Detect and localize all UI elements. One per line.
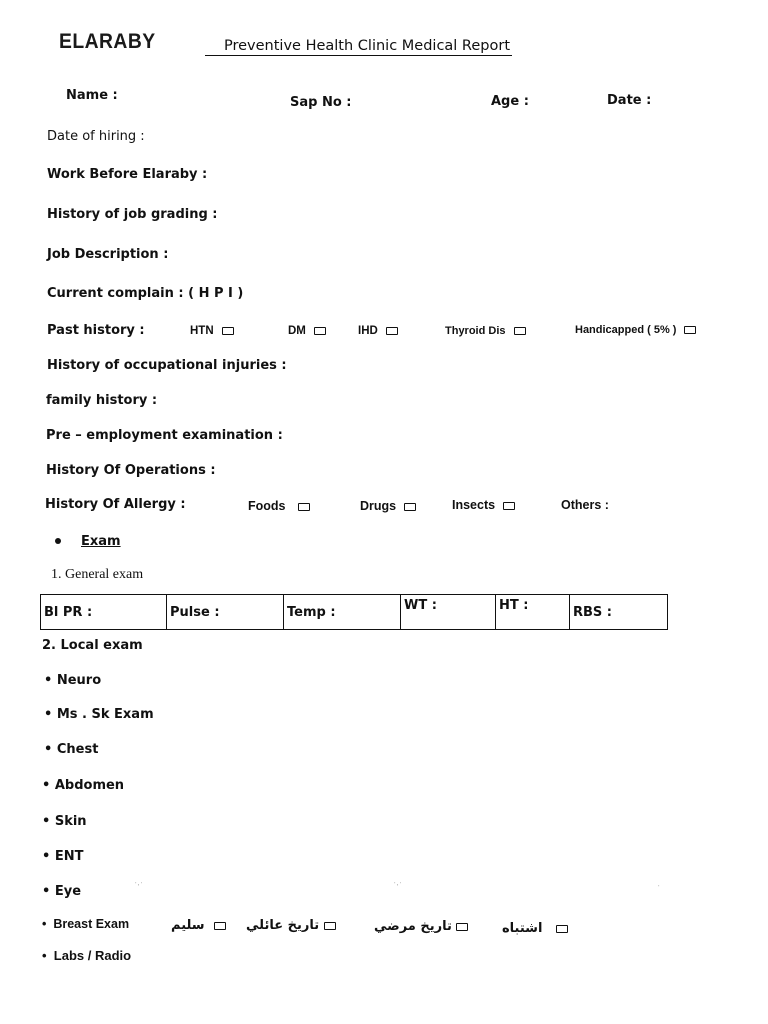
family-history-checkbox[interactable] xyxy=(324,922,336,930)
vitals-temp-cell[interactable]: Temp : xyxy=(284,595,401,630)
local-item-chest: • Chest xyxy=(44,742,99,757)
scan-speck: ˙ˑ˙ xyxy=(134,882,144,890)
ihd-checkbox[interactable] xyxy=(386,327,398,335)
exam-heading: Exam xyxy=(81,534,121,549)
local-item-msk: • Ms . Sk Exam xyxy=(44,707,154,722)
job-grading-label: History of job grading : xyxy=(47,207,218,222)
vitals-table xyxy=(40,594,668,630)
suspicion-checkbox[interactable] xyxy=(556,925,568,933)
local-item-neuro: • Neuro xyxy=(44,673,102,688)
htn-checkbox[interactable] xyxy=(222,327,234,335)
thyroid-option[interactable]: Thyroid Dis xyxy=(445,325,526,337)
ihd-option[interactable]: IHD xyxy=(358,325,398,337)
drugs-option[interactable]: Drugs xyxy=(360,499,416,513)
occupational-injuries-label: History of occupational injuries : xyxy=(47,358,287,373)
vitals-bp-cell[interactable]: Bl PR : xyxy=(41,595,167,630)
operations-label: History Of Operations : xyxy=(46,463,216,478)
foods-checkbox[interactable] xyxy=(298,503,310,511)
breast-option-family-history[interactable]: تاريخ عائلي xyxy=(246,918,336,933)
local-exam-heading: 2. Local exam xyxy=(42,638,143,653)
vitals-pulse-cell[interactable]: Pulse : xyxy=(167,595,284,630)
date-label: Date : xyxy=(607,93,652,108)
local-item-skin: • Skin xyxy=(42,814,87,829)
company-logo: ELARABY xyxy=(59,30,156,53)
medical-history-checkbox[interactable] xyxy=(456,923,468,931)
vitals-ht-cell[interactable]: HT : xyxy=(496,595,570,630)
insects-checkbox[interactable] xyxy=(503,502,515,510)
date-of-hiring-label: Date of hiring : xyxy=(47,129,145,144)
job-description-label: Job Description : xyxy=(47,247,169,262)
breast-option-medical-history[interactable]: تاريخ مرضي xyxy=(374,919,468,934)
breast-exam-label: • Breast Exam xyxy=(42,917,130,931)
labs-radio-label: • Labs / Radio xyxy=(42,948,132,963)
handicapped-option[interactable]: Handicapped ( 5% ) xyxy=(575,324,696,336)
scan-speck: ˙ˑ˙ xyxy=(393,882,403,890)
report-title: Preventive Health Clinic Medical Report xyxy=(205,38,512,56)
foods-option[interactable]: Foods xyxy=(248,499,310,513)
thyroid-checkbox[interactable] xyxy=(514,327,526,335)
past-history-label: Past history : xyxy=(47,323,145,338)
local-item-abdomen: • Abdomen xyxy=(42,778,125,793)
vitals-wt-cell[interactable]: WT : xyxy=(401,595,496,630)
work-before-label: Work Before Elaraby : xyxy=(47,167,208,182)
drugs-checkbox[interactable] xyxy=(404,503,416,511)
general-exam-heading: 1. General exam xyxy=(51,567,144,582)
family-history-label: family history : xyxy=(46,393,158,408)
dm-option[interactable]: DM xyxy=(288,325,326,337)
breast-option-suspicion[interactable]: اشتباه xyxy=(502,921,568,936)
bullet-dot xyxy=(55,538,61,544)
sap-no-label: Sap No : xyxy=(290,95,352,110)
allergy-label: History Of Allergy : xyxy=(45,497,186,512)
breast-option-normal[interactable]: سليم xyxy=(171,918,226,933)
age-label: Age : xyxy=(491,94,529,109)
local-item-eye: • Eye xyxy=(42,884,82,899)
others-label: Others : xyxy=(561,498,609,512)
current-complain-label: Current complain : ( H P I ) xyxy=(47,286,244,301)
vitals-rbs-cell[interactable]: RBS : xyxy=(570,595,668,630)
htn-option[interactable]: HTN xyxy=(190,325,234,337)
pre-employment-label: Pre – employment examination : xyxy=(46,428,283,443)
handicapped-checkbox[interactable] xyxy=(684,326,696,334)
normal-checkbox[interactable] xyxy=(214,922,226,930)
name-label: Name : xyxy=(66,88,118,103)
local-item-ent: • ENT xyxy=(42,849,84,864)
scan-speck: ˙ xyxy=(657,885,661,893)
insects-option[interactable]: Insects xyxy=(452,498,515,512)
dm-checkbox[interactable] xyxy=(314,327,326,335)
